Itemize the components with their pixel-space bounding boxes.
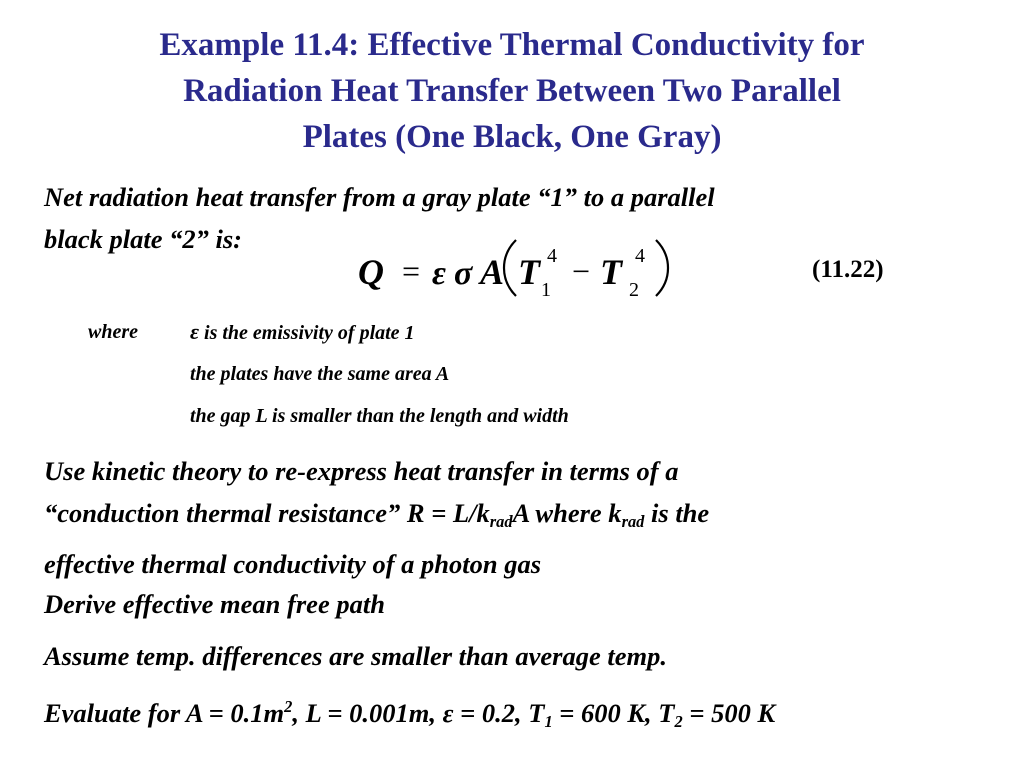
t1-subscript: 1 bbox=[544, 711, 553, 731]
eq-right-paren bbox=[656, 240, 668, 296]
eq-T1-sub: 1 bbox=[541, 279, 551, 301]
evaluate-a: Evaluate for A = 0.1m bbox=[44, 697, 285, 728]
eq-T2: T bbox=[600, 252, 622, 292]
eq-T2-sub: 2 bbox=[629, 279, 639, 301]
title-line-1: Example 11.4: Effective Thermal Conductivity for bbox=[159, 27, 865, 63]
k-rad-subscript-2: rad bbox=[621, 511, 645, 531]
slide-title bbox=[40, 22, 984, 160]
kinetic-paragraph bbox=[44, 450, 1004, 585]
intro-line-1: Net radiation heat transfer from a gray plate “1” to a parallel bbox=[44, 182, 715, 212]
epsilon-symbol-eval: ε bbox=[442, 697, 454, 728]
title-line-3: Plates (One Black, One Gray) bbox=[302, 119, 722, 155]
evaluate-b: , L = 0.001m, bbox=[292, 697, 443, 728]
evaluate-d: = 600 K, T bbox=[552, 697, 675, 728]
eq-equals: = bbox=[402, 253, 421, 289]
derive-line: Derive effective mean free path bbox=[44, 589, 385, 619]
evaluate-line bbox=[44, 686, 1004, 743]
t2-subscript: 2 bbox=[674, 711, 683, 731]
equation-number: (11.22) bbox=[812, 256, 884, 283]
eq-T1-exp: 4 bbox=[547, 245, 557, 267]
eq-T1: T bbox=[518, 252, 540, 292]
k-rad-subscript: rad bbox=[489, 511, 513, 531]
emissivity-text: is the emissivity of plate 1 bbox=[204, 322, 415, 344]
evaluate-e: = 500 K bbox=[682, 697, 776, 728]
eq-minus: − bbox=[572, 253, 591, 289]
assume-line: Assume temp. differences are smaller than average temp. bbox=[44, 641, 667, 671]
kinetic-line-3: effective thermal conductivity of a photon gas bbox=[44, 548, 542, 579]
eq-A: A bbox=[480, 252, 505, 292]
eq-T2-exp: 4 bbox=[635, 245, 645, 267]
kinetic-line-1: Use kinetic theory to re-express heat transfer in terms of a bbox=[44, 456, 679, 486]
eq-Q: Q bbox=[358, 252, 384, 292]
evaluate-c: = 0.2, T bbox=[453, 697, 545, 728]
kinetic-line-2-a: “conduction thermal resistance” R = L/k bbox=[44, 498, 490, 528]
radiation-equation bbox=[350, 232, 680, 302]
kinetic-line-2-c: is the bbox=[644, 498, 710, 528]
epsilon-symbol: ε bbox=[190, 319, 200, 344]
where-label: where bbox=[88, 321, 138, 343]
eq-sigma: σ bbox=[454, 255, 473, 292]
eq-left-paren bbox=[504, 240, 516, 296]
kinetic-line-2 bbox=[44, 492, 1004, 543]
kinetic-line-2-b: A where k bbox=[512, 498, 622, 528]
where-gap: the gap L is smaller than the length and width bbox=[190, 405, 569, 427]
where-area: the plates have the same area A bbox=[190, 363, 450, 385]
title-line-2: Radiation Heat Transfer Between Two Parallel bbox=[183, 73, 841, 109]
area-superscript: 2 bbox=[284, 697, 293, 716]
where-emissivity bbox=[190, 320, 415, 345]
intro-line-2: black plate “2” is: bbox=[44, 224, 242, 254]
eq-epsilon: ε bbox=[432, 255, 446, 292]
